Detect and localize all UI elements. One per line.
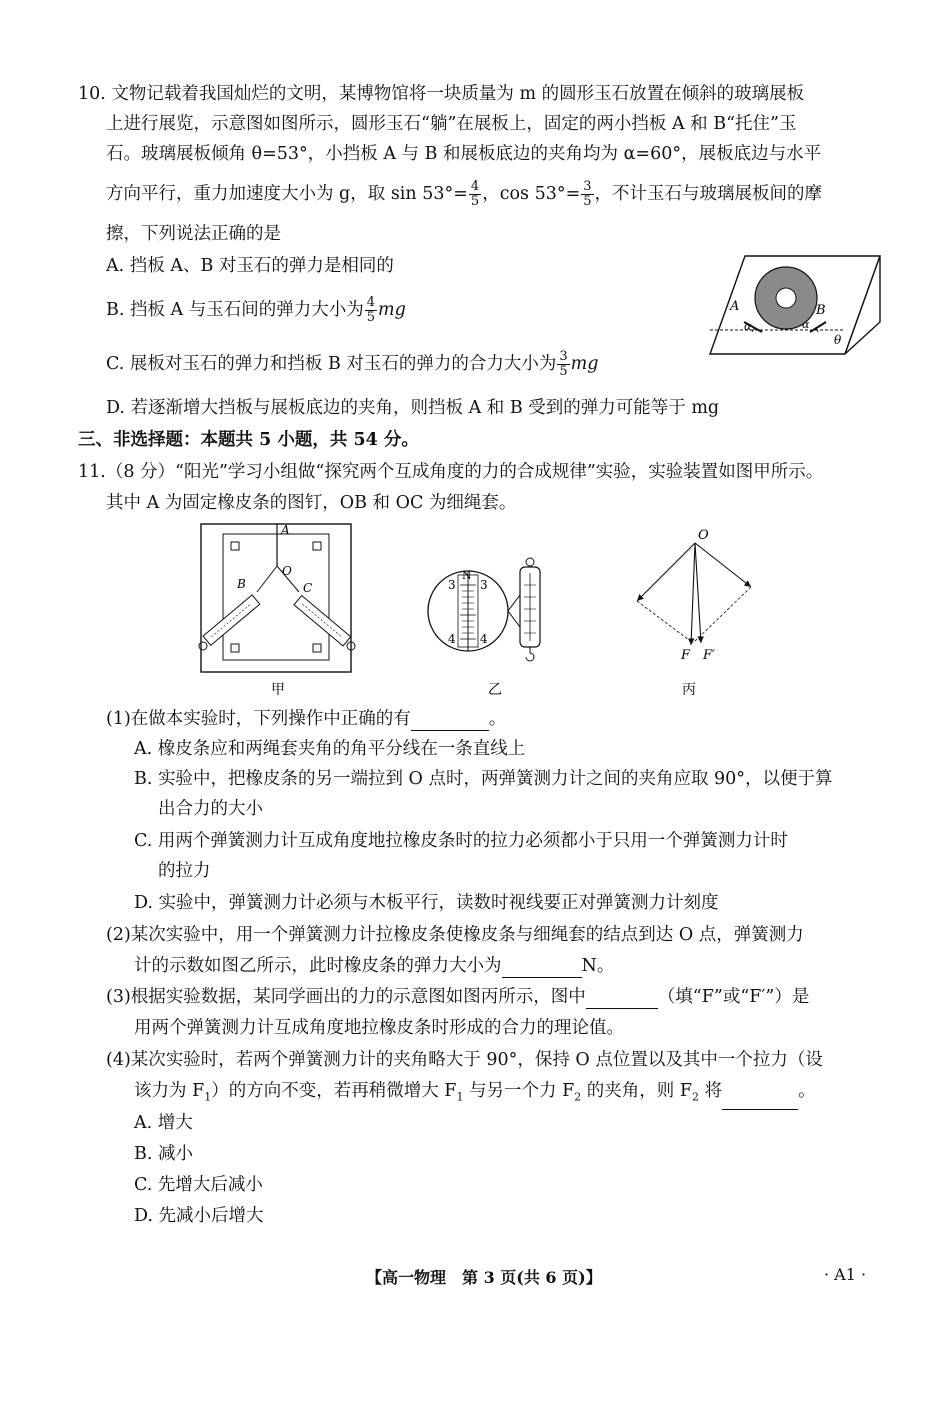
paper-sheet [223, 534, 329, 660]
q11-part-4-seg-1: 该力为 F [134, 1081, 205, 1101]
cos-fraction [581, 180, 593, 209]
option-c-den: 5 [559, 364, 568, 379]
q11-line-1: 11.（8 分）“阳光”学习小组做“探究两个互成角度的力的合成规律”实验，实验装置如图甲所示。 [78, 462, 824, 482]
label-b: B [816, 303, 826, 318]
force-f1 [637, 543, 695, 601]
label-theta: θ [834, 333, 842, 347]
q11-part-4-line-2 [134, 1079, 816, 1110]
q10-option-c [106, 350, 598, 379]
q10-line-4 [106, 180, 822, 209]
sin-fraction [469, 180, 481, 209]
option-c-num: 3 [559, 349, 568, 364]
q11-part-1-text: (1)在做本实验时，下列操作中正确的有 [106, 709, 411, 729]
parallelogram-side-1 [637, 601, 693, 643]
jia-label-b: B [237, 577, 246, 591]
q10-option-b [106, 296, 406, 325]
sub-2-a: 2 [574, 1090, 582, 1104]
sub-1-b: 1 [456, 1090, 464, 1104]
force-f [691, 543, 695, 645]
sub-1-a: 1 [204, 1090, 212, 1104]
yi-tick-3-left: 3 [448, 578, 456, 592]
bing-caption: 丙 [682, 682, 696, 698]
scale-top-ring [526, 558, 534, 566]
section-3-header: 三、非选择题：本题共 5 小题，共 54 分。 [78, 430, 419, 450]
jade-disc-hole [776, 288, 796, 308]
q10-option-d: D. 若逐渐增大挡板与展板底边的夹角，则挡板 A 和 B 受到的弹力可能等于 mg [106, 398, 720, 418]
bing-label-f: F [681, 648, 691, 663]
q10-option-a: A. 挡板 A、B 对玉石的弹力是相同的 [106, 256, 394, 276]
bing-label-o: O [698, 528, 709, 543]
q11-part-1-option-b-line-1: B. 实验中，把橡皮条的另一端拉到 O 点时，两弹簧测力计之间的夹角应取 90°，以便于算 [134, 769, 833, 789]
q11-part-3-line-2: 用两个弹簧测力计互成角度地拉橡皮条时形成的合力的理论值。 [134, 1018, 624, 1038]
zoom-pointer [508, 595, 520, 627]
figure-jia [195, 520, 365, 708]
q11-part-4-option-b: B. 减小 [134, 1144, 193, 1164]
q11-part-1-option-a: A. 橡皮条应和两绳套夹角的角平分线在一条直线上 [134, 739, 526, 759]
option-b-unit: mg [378, 300, 406, 320]
option-c-fraction [557, 350, 569, 379]
q11-part-1-option-c-line-1: C. 用两个弹簧测力计互成角度地拉橡皮条时的拉力必须都小于只用一个弹簧测力计时 [134, 831, 788, 851]
force-f2 [695, 543, 751, 587]
q10-figure [700, 250, 885, 362]
q10-option-b-text: B. 挡板 A 与玉石间的弹力大小为 [106, 300, 364, 320]
yi-label-n: N [462, 569, 472, 582]
q11-part-3-end: （填“F”或“F′”）是 [657, 987, 810, 1007]
cos-den: 5 [583, 194, 592, 209]
q10-line-1: 10. 文物记载着我国灿烂的文明，某博物馆将一块质量为 m 的圆形玉石放置在倾斜的玻璃展板 [78, 84, 805, 104]
part-1-answer-blank[interactable] [411, 712, 489, 731]
q11-part-4-seg-3: 与另一个力 F [463, 1081, 575, 1101]
cos-num: 3 [583, 179, 592, 194]
scale-hook [526, 647, 534, 661]
paper-code: · A1 · [824, 1265, 867, 1284]
option-b-num: 4 [366, 295, 376, 310]
option-b-den: 5 [366, 310, 376, 325]
q10-line-4-c: ，不计玉石与玻璃展板间的摩 [594, 184, 823, 204]
jia-caption: 甲 [271, 682, 285, 698]
q11-part-4-end: 。 [798, 1081, 816, 1101]
sin-den: 5 [470, 194, 480, 209]
yi-caption: 乙 [488, 682, 502, 698]
q11-part-1-option-b-line-2: 出合力的大小 [158, 799, 263, 819]
label-alpha-right: α [802, 318, 810, 331]
q11-part-4-option-a: A. 增大 [134, 1113, 193, 1133]
q10-line-5: 擦，下列说法正确的是 [106, 224, 281, 244]
bing-label-f-prime: F′ [703, 648, 715, 663]
figure-yi [422, 555, 572, 710]
label-alpha-left: α [744, 320, 752, 333]
jia-label-c: C [303, 581, 313, 595]
q11-part-4-option-c: C. 先增大后减小 [134, 1175, 263, 1195]
q11-part-1-option-c-line-2: 的拉力 [158, 861, 211, 881]
option-c-unit: mg [570, 354, 599, 374]
q11-line-2: 其中 A 为固定橡皮条的图钉，OB 和 OC 为细绳套。 [106, 493, 517, 513]
q11-part-4-seg-4: 的夹角，则 F [581, 1081, 692, 1101]
part-4-answer-blank[interactable] [722, 1091, 798, 1110]
sub-2-b: 2 [692, 1090, 699, 1104]
jia-label-a: A [281, 523, 290, 537]
q11-part-2-line-1: (2)某次实验中，用一个弹簧测力计拉橡皮条使橡皮条与细绳套的结点到达 O 点，弹簧测力 [106, 925, 804, 945]
q10-line-4-b: ，cos 53°= [482, 184, 581, 204]
q10-line-3: 石。玻璃展板倾角 θ=53°，小挡板 A 与 B 和展板底边的夹角均为 α=60°，展板底边与水平 [106, 144, 822, 164]
q11-part-1-end: 。 [488, 709, 507, 729]
yi-tick-3-right: 3 [480, 578, 488, 592]
force-f-prime [695, 543, 701, 643]
part-3-answer-blank[interactable] [586, 990, 658, 1009]
q11-part-2-end: N。 [581, 956, 615, 976]
q10-line-2: 上进行展览，示意图如图所示，圆形玉石“躺”在展板上，固定的两小挡板 A 和 B“托住”玉 [106, 114, 797, 134]
q10-line-4-a: 方向平行，重力加速度大小为 g，取 sin 53°= [106, 184, 468, 204]
page-footer: 【高一物理 第 3 页(共 6 页)】 [366, 1268, 602, 1287]
q11-part-2-text: 计的示数如图乙所示，此时橡皮条的弹力大小为 [134, 956, 502, 976]
q11-part-3-text: (3)根据实验数据，某同学画出的力的示意图如图丙所示，图中 [106, 987, 586, 1007]
yi-tick-4-left: 4 [448, 632, 456, 646]
yi-tick-4-right: 4 [480, 632, 488, 646]
q11-part-1-option-d: D. 实验中，弹簧测力计必须与木板平行，读数时视线要正对弹簧测力计刻度 [134, 893, 719, 913]
figure-bing [625, 525, 765, 710]
q11-part-4-option-d: D. 先减小后增大 [134, 1206, 264, 1226]
q11-part-4-seg-5: 将 [699, 1081, 723, 1101]
label-a: A [730, 299, 740, 314]
sin-num: 4 [470, 179, 480, 194]
parallelogram-side-2 [693, 587, 751, 643]
q11-part-4-seg-2: ）的方向不变，若再稍微增大 F [211, 1081, 457, 1101]
q11-part-3-line-1 [106, 985, 809, 1009]
jia-label-o: O [282, 564, 292, 578]
q11-part-2-line-2 [134, 954, 614, 978]
q10-option-c-text: C. 展板对玉石的弹力和挡板 B 对玉石的弹力的合力大小为 [106, 354, 557, 374]
q11-part-4-line-1: (4)某次实验时，若两个弹簧测力计的夹角略大于 90°，保持 O 点位置以及其中一个拉力（设 [106, 1050, 823, 1070]
part-2-answer-blank[interactable] [502, 959, 582, 978]
q11-part-1 [106, 707, 506, 731]
option-b-fraction [365, 296, 377, 325]
